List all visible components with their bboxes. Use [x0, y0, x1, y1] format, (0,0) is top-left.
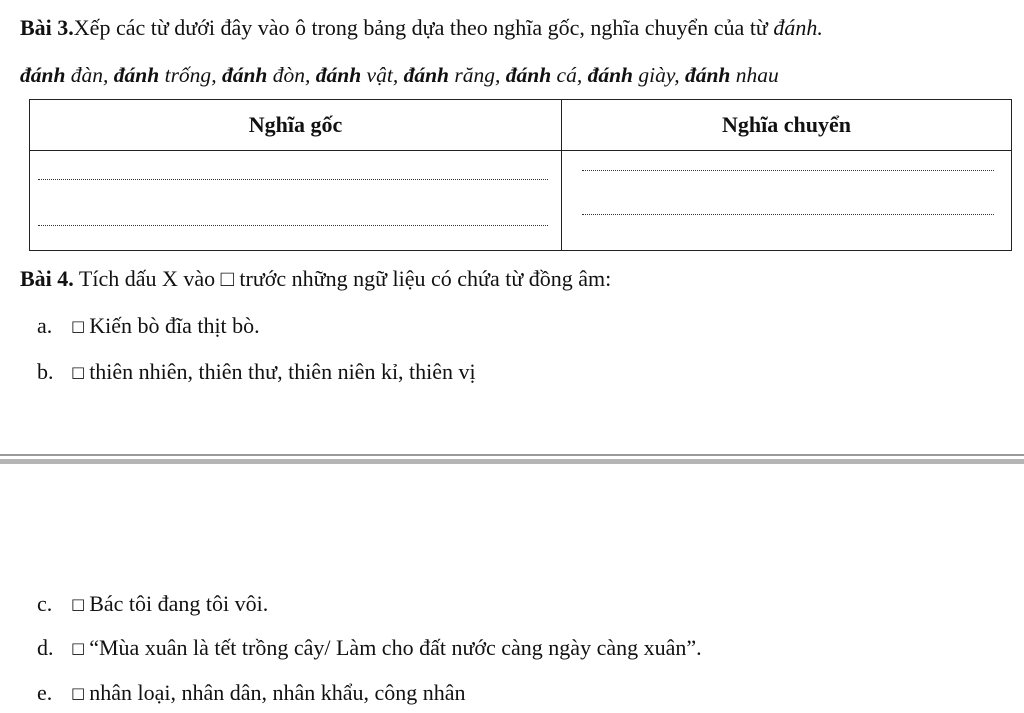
option-text: Bác tôi đang tôi vôi.	[89, 591, 269, 616]
answer-line	[38, 225, 548, 226]
answer-line	[582, 214, 994, 215]
word-list: đánh đàn, đánh trống, đánh đòn, đánh vật, đánh răng, đánh cá, đánh giày, đánh nhau	[20, 63, 779, 87]
col-header-original-meaning: Nghĩa gốc	[30, 100, 562, 151]
answer-line	[38, 179, 548, 180]
checkbox-icon[interactable]: □	[71, 317, 86, 335]
exercise-3-label: Bài 3.	[20, 15, 74, 40]
checkbox-icon[interactable]: □	[71, 639, 86, 657]
exercise-3-heading	[20, 15, 823, 41]
option-text: thiên nhiên, thiên thư, thiên niên kỉ, thiên vị	[89, 359, 476, 384]
option-label: b.	[37, 359, 54, 384]
transferred-meaning-answer-cell[interactable]	[562, 151, 1012, 251]
option-text: nhân loại, nhân dân, nhân khẩu, công nhân	[89, 680, 466, 705]
exercise-4-heading	[20, 266, 611, 292]
exercise-4-instruction: Tích dấu X vào □ trước những ngữ liệu có chứa từ đồng âm:	[73, 266, 612, 291]
word-item: đánh nhau	[684, 63, 779, 87]
answer-line	[582, 170, 994, 171]
page-separator	[0, 459, 1024, 464]
col-header-transferred-meaning: Nghĩa chuyển	[562, 100, 1012, 151]
option-label: c.	[37, 591, 53, 616]
word-item: đánh đòn	[221, 63, 305, 87]
classification-table	[29, 99, 1012, 251]
original-meaning-answer-cell[interactable]	[30, 151, 562, 251]
option-label: a.	[37, 313, 53, 338]
word-item: đánh giày	[587, 63, 675, 87]
option-b	[37, 359, 476, 385]
option-label: d.	[37, 635, 54, 660]
word-item: đánh vật	[315, 63, 393, 87]
checkbox-icon[interactable]: □	[71, 684, 86, 702]
checkbox-icon[interactable]: □	[71, 363, 86, 381]
exercise-3-target-word: đánh.	[773, 15, 823, 40]
option-label: e.	[37, 680, 53, 705]
option-d	[37, 635, 702, 661]
word-item: đánh đàn	[20, 63, 104, 87]
page-separator	[0, 454, 1024, 456]
option-text: Kiến bò đĩa thịt bò.	[89, 313, 260, 338]
word-item: đánh trống	[113, 63, 212, 87]
checkbox-icon[interactable]: □	[71, 595, 86, 613]
exercise-3-instruction: Xếp các từ dưới đây vào ô trong bảng dựa theo nghĩa gốc, nghĩa chuyển của từ	[73, 15, 774, 40]
word-item: đánh cá	[505, 63, 577, 87]
exercise-4-label: Bài 4.	[20, 266, 74, 291]
option-c	[37, 591, 268, 617]
option-text: “Mùa xuân là tết trồng cây/ Làm cho đất nước càng ngày càng xuân”.	[89, 635, 702, 660]
option-e	[37, 680, 466, 706]
option-a	[37, 313, 260, 339]
word-item: đánh răng	[403, 63, 495, 87]
